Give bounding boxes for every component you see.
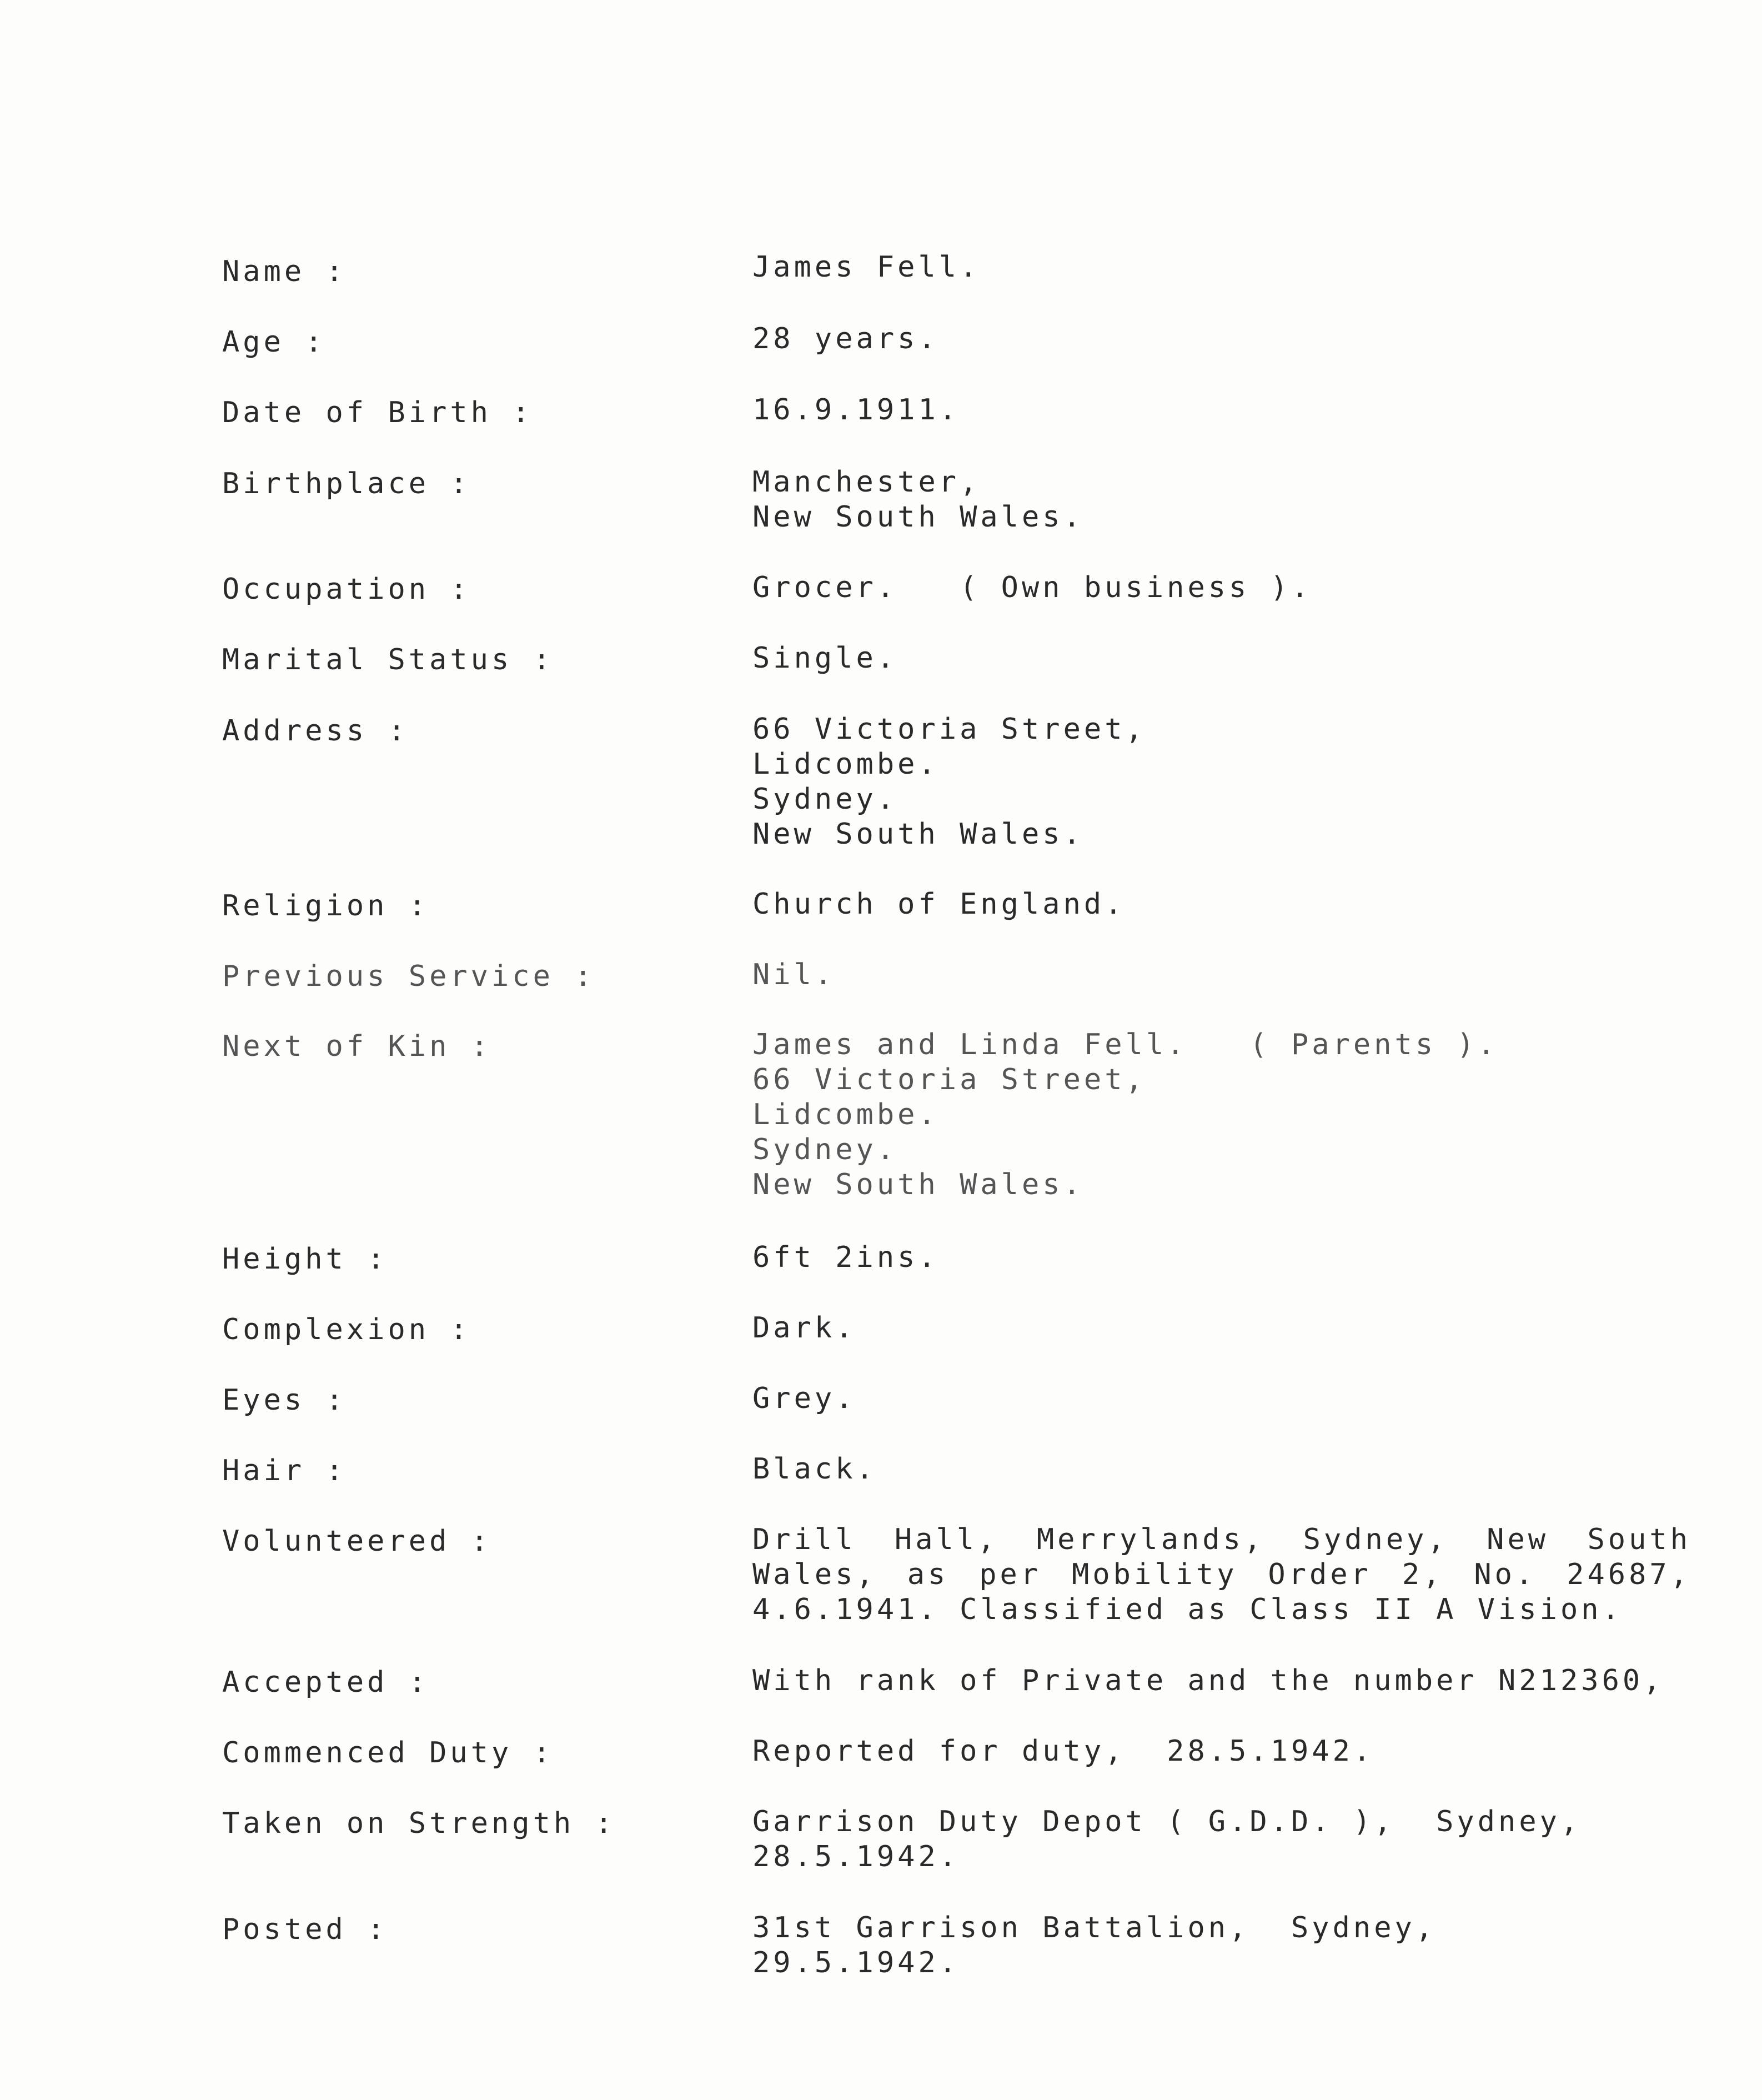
field-label: Taken on Strength : bbox=[222, 1807, 616, 1840]
field-label: Commenced Duty : bbox=[222, 1736, 554, 1770]
value-line: Wales, as per Mobility Order 2, No. 24687, bbox=[752, 1558, 1691, 1591]
field-value bbox=[752, 1311, 1696, 1346]
field-value bbox=[752, 1381, 1696, 1416]
field-value bbox=[752, 712, 1696, 852]
value-line: 16.9.1911. bbox=[752, 393, 960, 427]
field-value bbox=[752, 1240, 1696, 1275]
field-label: Religion : bbox=[222, 889, 430, 923]
value-line: Drill Hall, Merrylands, Sydney, New South bbox=[752, 1523, 1691, 1556]
value-line: Garrison Duty Depot ( G.D.D. ), Sydney, bbox=[752, 1805, 1582, 1838]
field-value bbox=[752, 393, 1696, 428]
field-label: Next of Kin : bbox=[222, 1030, 491, 1063]
value-line: James Fell. bbox=[752, 250, 981, 284]
field-value bbox=[752, 1734, 1696, 1769]
field-label: Marital Status : bbox=[222, 643, 554, 676]
field-value bbox=[752, 465, 1696, 535]
field-value bbox=[752, 570, 1696, 605]
field-label: Volunteered : bbox=[222, 1525, 491, 1558]
field-value bbox=[752, 641, 1696, 676]
field-value bbox=[752, 250, 1696, 285]
field-label: Accepted : bbox=[222, 1666, 430, 1699]
field-value bbox=[752, 1663, 1696, 1698]
field-value bbox=[752, 322, 1696, 357]
value-line: Sydney. bbox=[752, 783, 898, 816]
value-line: Manchester, bbox=[752, 465, 981, 499]
value-line: Reported for duty, 28.5.1942. bbox=[752, 1735, 1374, 1768]
value-line: Sydney. bbox=[752, 1133, 898, 1166]
value-line: With rank of Private and the number N212360, bbox=[752, 1664, 1664, 1697]
value-line: 29.5.1942. bbox=[752, 1946, 960, 1979]
value-line: James and Linda Fell. ( Parents ). bbox=[752, 1028, 1499, 1061]
field-label: Posted : bbox=[222, 1913, 388, 1946]
field-label: Hair : bbox=[222, 1454, 347, 1487]
field-label: Height : bbox=[222, 1242, 388, 1276]
value-line: 28.5.1942. bbox=[752, 1840, 960, 1873]
field-label: Eyes : bbox=[222, 1384, 347, 1417]
value-line: Church of England. bbox=[752, 888, 1126, 921]
field-value bbox=[752, 1452, 1696, 1487]
field-label: Previous Service : bbox=[222, 960, 595, 993]
field-label: Name : bbox=[222, 255, 347, 288]
value-line: 31st Garrison Battalion, Sydney, bbox=[752, 1911, 1437, 1944]
value-line: New South Wales. bbox=[752, 500, 1084, 534]
field-value bbox=[752, 958, 1696, 993]
value-line: Black. bbox=[752, 1452, 877, 1486]
field-label: Occupation : bbox=[222, 573, 471, 606]
field-label: Complexion : bbox=[222, 1313, 471, 1346]
value-line: 66 Victoria Street, bbox=[752, 713, 1146, 746]
value-line: 4.6.1941. Classified as Class II A Vision. bbox=[752, 1593, 1623, 1626]
value-line: Single. bbox=[752, 641, 898, 675]
field-label: Age : bbox=[222, 325, 326, 359]
value-line: 66 Victoria Street, bbox=[752, 1063, 1146, 1096]
field-value bbox=[752, 1805, 1696, 1875]
field-value bbox=[752, 1911, 1696, 1981]
value-line: Grocer. ( Own business ). bbox=[752, 571, 1312, 604]
value-line: New South Wales. bbox=[752, 818, 1084, 851]
value-line: 6ft 2ins. bbox=[752, 1241, 939, 1274]
field-label: Birthplace : bbox=[222, 467, 471, 500]
value-line: New South Wales. bbox=[752, 1168, 1084, 1201]
field-value bbox=[752, 1028, 1696, 1202]
field-label: Address : bbox=[222, 714, 409, 748]
value-line: 28 years. bbox=[752, 322, 939, 355]
value-line: Nil. bbox=[752, 958, 836, 991]
field-label: Date of Birth : bbox=[222, 396, 533, 429]
value-line: Grey. bbox=[752, 1382, 856, 1415]
field-value bbox=[752, 1522, 1691, 1627]
value-line: Lidcombe. bbox=[752, 748, 939, 781]
field-value bbox=[752, 887, 1696, 922]
value-line: Dark. bbox=[752, 1311, 856, 1345]
value-line: Lidcombe. bbox=[752, 1098, 939, 1131]
